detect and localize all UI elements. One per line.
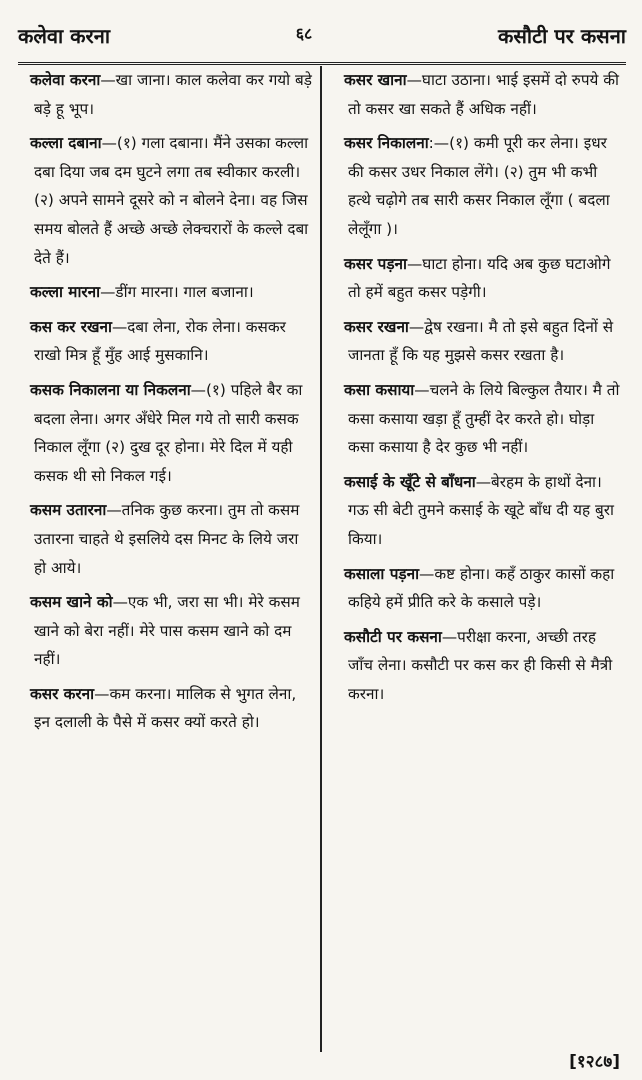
entry [22, 129, 312, 272]
entry [22, 496, 312, 582]
entry-term: कसाई के खूँटे से बाँधना [344, 472, 476, 491]
entry [336, 66, 622, 123]
entry-term: कसर खाना [344, 71, 407, 89]
entry-term: कसर रखना [344, 317, 409, 336]
entry-definition: —कम करना। मालिक से भुगत लेना, इन दलाली के पैसे में कसर क्यों करते हो। [34, 684, 297, 732]
entry-definition: —खा जाना। काल कलेवा कर गयो बड़े बड़े हू भूप। [34, 71, 312, 118]
entry-definition: —दबा लेना, रोक लेना। कसकर राखो मित्र हूँ मुँह आई मुसकानि। [34, 317, 286, 365]
entry-term: कल्ला मारना [30, 283, 101, 302]
entry-definition: —चलने के लिये बिल्कुल तैयार। मै तो कसा कसाया खड़ा हूँ तुम्हीं देर करते हो। घोड़ा कसा कसाया है देर कुछ भी नहीं। [348, 380, 620, 457]
entry-definition: —डींग मारना। गाल बजाना। [100, 283, 254, 302]
entry-term: कसा कसाया [344, 380, 415, 399]
entry [336, 313, 622, 370]
entry-definition: :—(१) कमी पूरी कर लेना। इधर की कसर उधर निकाल लेंगे। (२) तुम भी कभी हत्थे चढ़ोगे तब सारी कसर निकाल लूँगा ( बदला लेलूँगा )। [348, 134, 610, 238]
entry-definition: —कष्ट होना। कहँ ठाकुर कासों कहा कहिये हमें प्रीति करे के कसाले पड़े। [348, 564, 615, 612]
entry-term: कसर पड़ना [344, 254, 407, 273]
entry-definition: —तनिक कुछ करना। तुम तो कसम उतारना चाहते थे इसलिये दस मिनट के लिये जरा हो आये। [34, 501, 300, 577]
right-column [322, 66, 626, 1052]
page-header [18, 22, 626, 65]
entry-term: कसौटी पर कसना [344, 627, 442, 646]
entry [336, 560, 622, 617]
entry-definition: —एक भी, जरा सा भी। मेरे कसम खाने को बेरा नहीं। मेरे पास कसम खाने को दम नहीं। [34, 593, 300, 669]
entry [22, 588, 312, 674]
entry-definition: —परीक्षा करना, अच्छी तरह जाँच लेना। कसौटी पर कस कर ही किसी से मैत्री करना। [348, 627, 613, 703]
entry [336, 250, 622, 307]
entry-term: कसम उतारना [30, 501, 107, 520]
entry [336, 129, 622, 243]
entries-columns [18, 66, 627, 1052]
entry [22, 680, 312, 737]
entry-term: कलेवा करना [30, 71, 101, 89]
entry [336, 468, 622, 554]
entry-term: कसक निकालना या निकलना [30, 380, 191, 399]
entry-term: कसर करना [30, 684, 95, 703]
entry-term: कल्ला दबाना [30, 134, 102, 153]
page-number: ६८ [295, 24, 313, 43]
header-left-title: कलेवा करना [18, 24, 111, 48]
entry-definition: —घाटा होना। यदि अब कुछ घटाओगे तो हमें बहुत कसर पड़ेगी। [348, 254, 611, 302]
entry-definition: —द्वेष रखना। मै तो इसे बहुत दिनों से जानता हूँ कि यह मुझसे कसर रखता है। [348, 317, 614, 365]
entry-term: कस कर रखना [30, 317, 112, 336]
entry [336, 376, 622, 462]
left-column [18, 66, 322, 1052]
entry-term: कसर निकालना [344, 134, 429, 153]
header-right-title: कसौटी पर कसना [498, 24, 626, 48]
entry-term: कसाला पड़ना [344, 564, 420, 583]
entry-term: कसम खाने को [30, 593, 113, 612]
entry [22, 376, 312, 490]
entry [22, 66, 312, 123]
entry [22, 313, 312, 370]
entry-definition: —(१) गला दबाना। मैंने उसका कल्ला दबा दिया जब दम घुटने लगा तब स्वीकार करली। (२) अपने सामने दूसरे को न बोलने देना। वह जिस समय बोलते हैं अच्छे अच्छे लेक्चरारों के कल्ले दबा देते हैं। [34, 134, 309, 267]
entry-definition: —बेरहम के हाथों देना। गऊ सी बेटी तुमने कसाई के खूटे बाँध दी यह बुरा किया। [348, 472, 614, 548]
entry-definition: —(१) पहिले बैर का बदला लेना। अगर अँधेरे मिल गये तो सारी कसक निकाल लूँगा (२) दुख दूर होना। मेरे दिल में यही कसक थी सो निकल गई। [34, 380, 303, 485]
entry [336, 623, 622, 709]
page-code: [१२८७] [569, 1052, 620, 1072]
entry [22, 278, 312, 307]
entry-definition: —घाटा उठाना। भाई इसमें दो रुपये की तो कसर खा सकते हैं अधिक नहीं। [348, 71, 619, 118]
